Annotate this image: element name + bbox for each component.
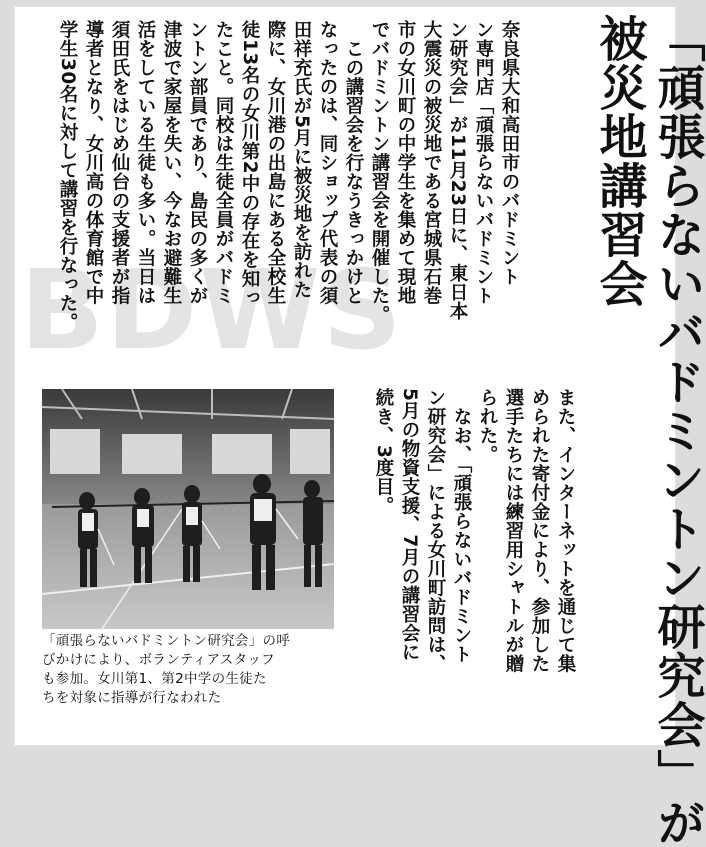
- background-watermark: BDWS: [20, 246, 404, 374]
- photo-caption: 「頑張らないバドミントン研究会」の呼 びかけにより、ボランティアスタッフ も参加。女川第1、第2中学の生徒た ちを対象に指導が行なわれた: [42, 633, 291, 706]
- photo-illustration: [42, 389, 334, 629]
- article-body-upper: 奈良県大和高田市のバドミント ン専門店「頑張らないバドミント ン研究会」が11月23日に、東日本 大震災の被災地である宮城県石巻 市の女川町の中学生を集めて現地 でバドミントン講習会を開催した。 この講習会を行なうきっかけと なったのは、同ショップ代表の須 田祥充氏が5月に被災地を訪れた 際に、女川港の出島にある全校生 徒13名の女川第2中の存在を知っ たこと。同校は生徒全員がバドミ ントン部員であり、島民の多くが 津波で家屋を失い、今なお避難生 活をしている生徒も多い。当日は 須田氏をはじめ仙台の支援者が指 導者となり、女川高の体育館で中 学生30名に対して講習を行なった。: [57, 20, 520, 332]
- article-body-lower: また、インターネットを通じて集 められた寄付金により、参加した 選手たちには練習用シャトルが贈 られた。 なお、「頑張らないバドミント ン研究会」による女川町訪問は、 5月の物資支援、7月の講習会に 続き、3度目。: [373, 388, 576, 673]
- gym-badminton-photo: [42, 389, 334, 629]
- newspaper-page: [14, 6, 705, 847]
- article-headline: 「頑張らないバドミントン研究会」が 被災地講習会: [591, 14, 705, 847]
